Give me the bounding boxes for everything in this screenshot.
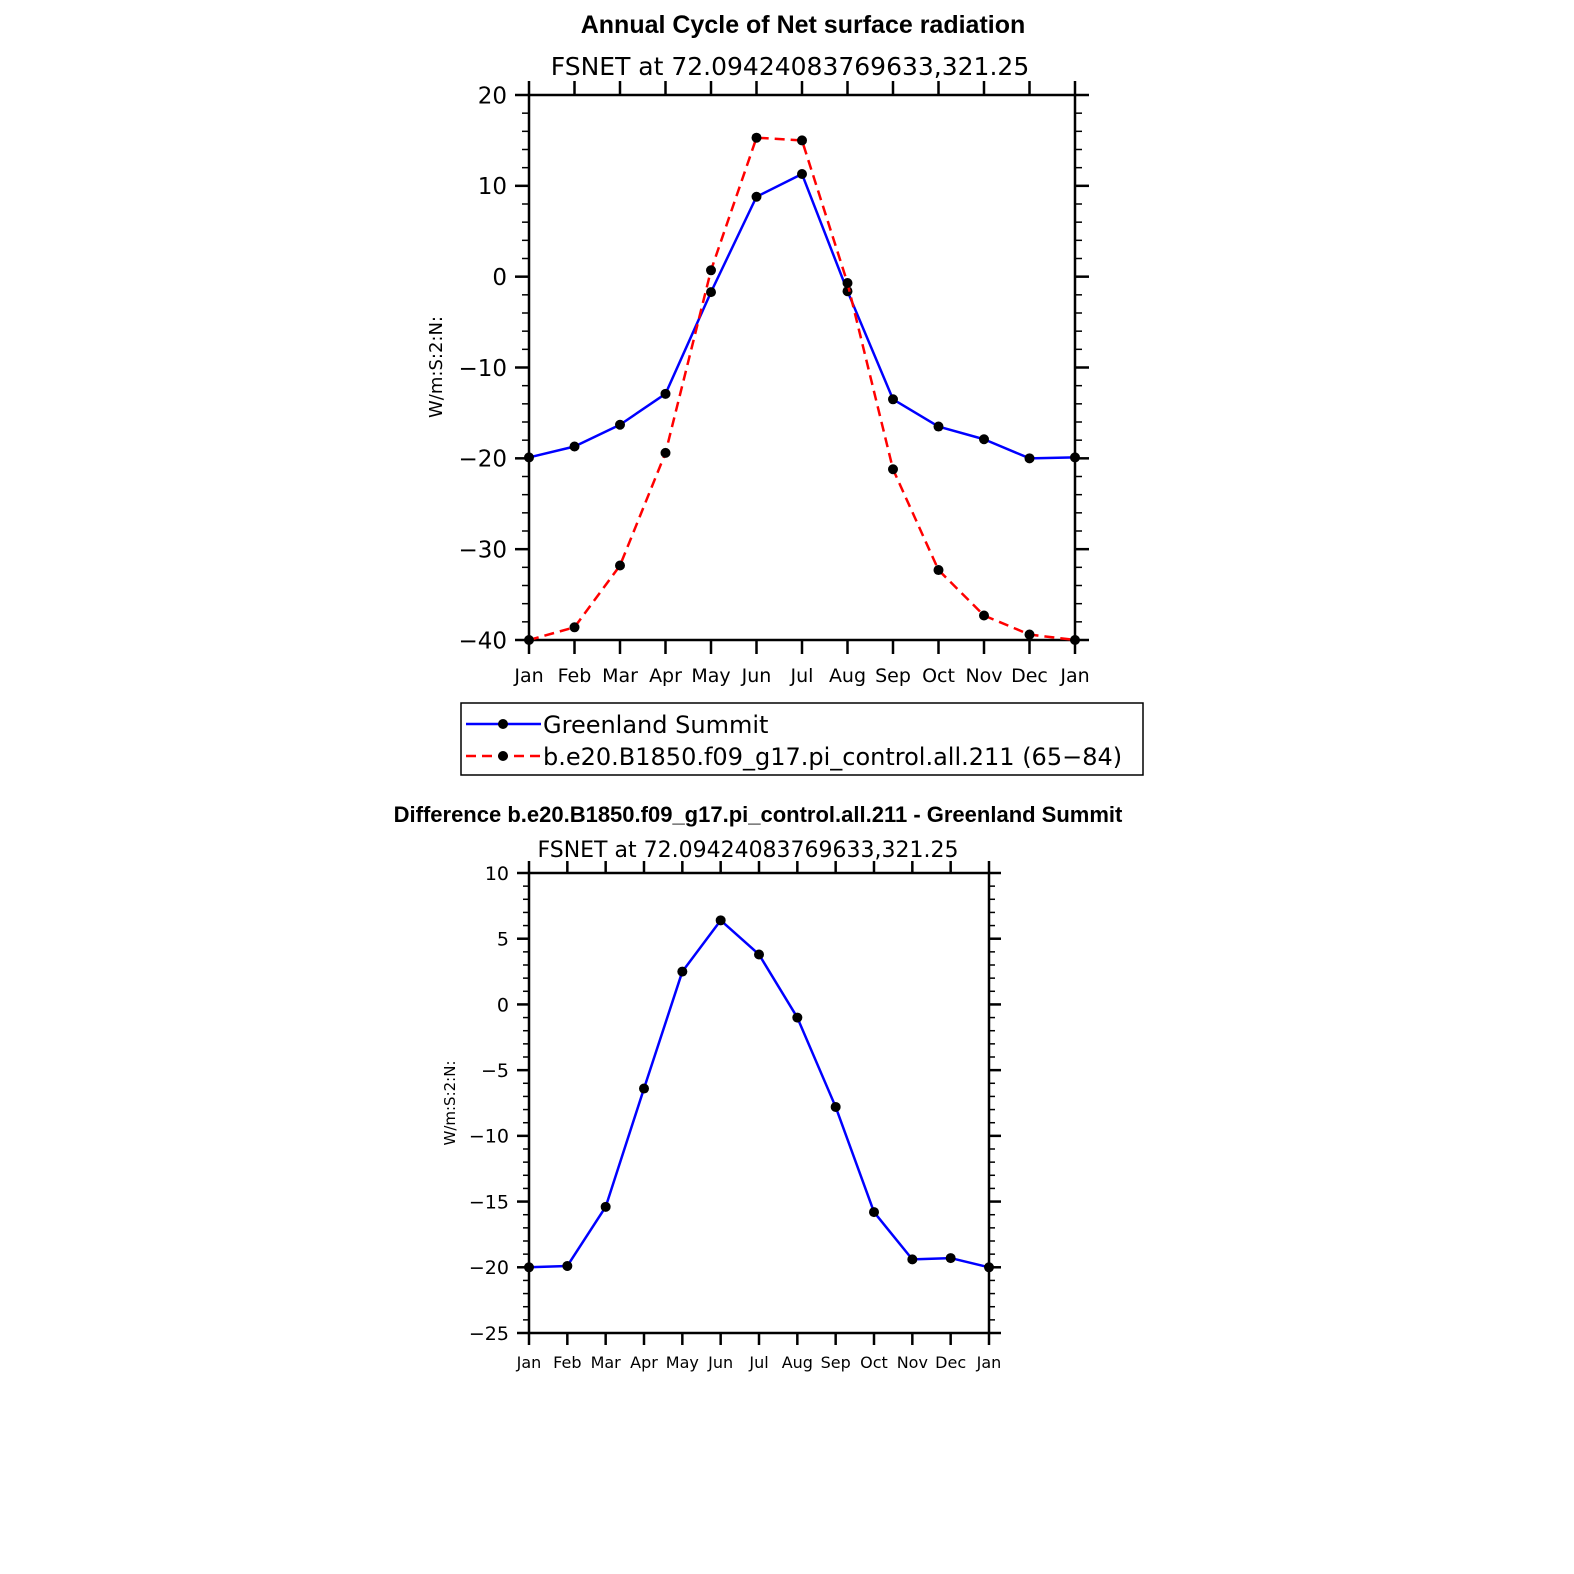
chart2-ytick-label: −20 <box>468 1257 509 1280</box>
chart1-series-1-point <box>752 192 762 202</box>
chart2-series-1-point <box>639 1084 649 1094</box>
chart2-ylabel: W/m:S:2:N: <box>441 1060 459 1146</box>
chart1-ytick-label: −20 <box>458 446 507 473</box>
chart1-xtick-label: May <box>691 665 731 687</box>
chart2-series-1-point <box>907 1254 917 1264</box>
chart2-series-1-point <box>792 1013 802 1023</box>
chart1-series-2-point <box>934 565 944 575</box>
chart2-ytick-label: 5 <box>496 928 509 951</box>
chart1-series-2-line <box>529 138 1075 640</box>
chart1-series-2-point <box>570 622 580 632</box>
chart1-series-2-point <box>752 133 762 143</box>
chart2-xtick-label: Sep <box>820 1353 851 1372</box>
chart2-series-1-point <box>677 967 687 977</box>
chart2-title: Difference b.e20.B1850.f09_g17.pi_control.all.211 - Greenland Summit <box>393 802 1123 827</box>
legend-marker-greenland <box>498 719 508 729</box>
chart1-ytick-label: 0 <box>492 264 507 291</box>
chart2-xtick-label: Jan <box>976 1353 1002 1372</box>
chart1-series-1-point <box>1070 452 1080 462</box>
chart1-series-1-point <box>934 422 944 432</box>
chart2-xtick-label: Oct <box>860 1353 888 1372</box>
chart2-ytick-label: −15 <box>468 1191 509 1214</box>
chart1-ytick-label: 10 <box>477 174 507 201</box>
chart1-series-2-point <box>979 610 989 620</box>
chart2-xtick-label: Jan <box>516 1353 542 1372</box>
chart1-series-1-point <box>979 434 989 444</box>
chart1-ytick-label: −30 <box>458 537 507 564</box>
chart2-series-1-point <box>946 1253 956 1263</box>
chart2-series-1-point <box>831 1102 841 1112</box>
chart1-ytick-label: 20 <box>477 83 507 110</box>
chart1-xtick-label: Jul <box>790 665 814 687</box>
chart2-series-1-point <box>984 1262 994 1272</box>
chart2-xtick-label: Mar <box>590 1353 621 1372</box>
chart1-series-1-point <box>706 287 716 297</box>
legend-label-model: b.e20.B1850.f09_g17.pi_control.all.211 (65−84) <box>543 743 1123 771</box>
chart2-series-1-point <box>601 1202 611 1212</box>
chart1-series-1-point <box>570 442 580 452</box>
chart1-title: Annual Cycle of Net surface radiation <box>580 11 1026 39</box>
chart1-xtick-label: Jun <box>741 665 772 687</box>
chart1-series-1-point <box>661 389 671 399</box>
chart1-xtick-label: Sep <box>875 665 911 687</box>
chart2-frame <box>529 873 989 1333</box>
chart1-series-2-point <box>1025 630 1035 640</box>
chart1-series-2-point <box>843 278 853 288</box>
chart1-xtick-label: Apr <box>649 665 682 687</box>
chart1-plot <box>458 81 1089 687</box>
chart1-series-2-point <box>1070 635 1080 645</box>
chart2-subtitle: FSNET at 72.09424083769633,321.25 <box>537 838 959 863</box>
chart1-series-1-point <box>888 394 898 404</box>
chart2-series-1-point <box>869 1207 879 1217</box>
chart1-xtick-label: Oct <box>922 665 955 687</box>
chart1-xtick-label: Mar <box>602 665 638 687</box>
chart2-plot <box>469 861 1001 1372</box>
chart2-ytick-label: 0 <box>496 994 509 1017</box>
chart2-xtick-label: May <box>665 1353 699 1372</box>
chart2-xtick-label: Jun <box>708 1353 734 1372</box>
chart2-series-1-point <box>754 949 764 959</box>
chart1-subtitle: FSNET at 72.09424083769633,321.25 <box>550 52 1030 81</box>
chart1-series-2-point <box>615 561 625 571</box>
chart1-series-1-point <box>797 169 807 179</box>
chart1-legend <box>461 703 1143 775</box>
chart1-xtick-label: Jan <box>514 665 544 687</box>
chart1-ytick-label: −10 <box>458 355 507 382</box>
chart1-series-1-point <box>524 452 534 462</box>
chart1-series-2-point <box>524 635 534 645</box>
chart2-series-1-point <box>562 1261 572 1271</box>
chart1-ytick-label: −40 <box>458 628 507 655</box>
chart2-xtick-label: Jul <box>749 1353 769 1372</box>
chart1-series-1-point <box>615 420 625 430</box>
chart2-ytick-label: −10 <box>468 1125 509 1148</box>
chart2-xtick-label: Nov <box>896 1353 928 1372</box>
chart1-xtick-label: Nov <box>965 665 1003 687</box>
chart2-series-1-point <box>524 1262 534 1272</box>
chart1-series-2-point <box>661 448 671 458</box>
chart2-xtick-label: Aug <box>781 1353 813 1372</box>
chart2-ytick-label: −5 <box>480 1059 509 1082</box>
chart2-ytick-label: 10 <box>484 862 509 885</box>
legend-marker-model <box>498 751 508 761</box>
chart1-xtick-label: Feb <box>557 665 592 687</box>
chart1-series-1-line <box>529 174 1075 458</box>
chart2-series-1-point <box>716 915 726 925</box>
chart1-series-2-point <box>706 265 716 275</box>
chart1-xtick-label: Aug <box>828 665 867 687</box>
legend-label-greenland: Greenland Summit <box>543 711 769 739</box>
chart1-ylabel: W/m:S:2:N: <box>426 316 447 418</box>
chart2-ytick-label: −25 <box>468 1322 509 1345</box>
chart1-series-2-point <box>888 464 898 474</box>
chart2-xtick-label: Feb <box>553 1353 582 1372</box>
chart2-xtick-label: Apr <box>630 1353 658 1372</box>
chart2-series-1-line <box>529 920 989 1267</box>
chart2-xtick-label: Dec <box>935 1353 967 1372</box>
chart1-xtick-label: Jan <box>1060 665 1090 687</box>
chart1-xtick-label: Dec <box>1011 665 1048 687</box>
chart1-series-2-point <box>797 135 807 145</box>
chart1-series-1-point <box>1025 453 1035 463</box>
